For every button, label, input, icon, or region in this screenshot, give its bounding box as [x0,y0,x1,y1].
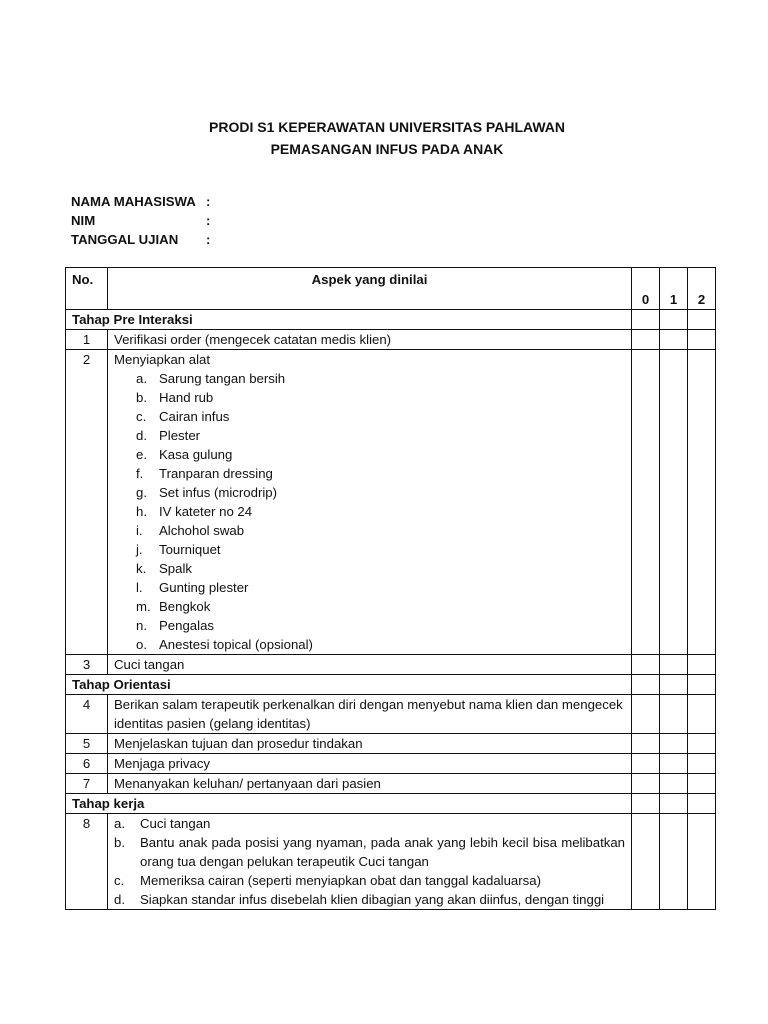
score-cell[interactable] [688,734,716,754]
row-aspect: Menjaga privacy [108,754,632,774]
row-number: 8 [66,814,108,910]
list-item: g. Set infus (microdrip) [136,485,277,500]
score-cell[interactable] [660,675,688,695]
score-cell[interactable] [632,675,660,695]
list-item: i. Alchohol swab [136,523,245,538]
score-cell[interactable] [688,350,716,655]
row-number: 5 [66,734,108,754]
list-item: d. Siapkan standar infus disebelah klien dibagian yang akan diinfus, dengan tinggi [114,892,605,907]
list-item: c. Cairan infus [136,409,230,424]
list-item: k. Spalk [136,561,192,576]
table-row [66,814,716,910]
score-cell[interactable] [688,330,716,350]
list-item: j. Tourniquet [136,542,221,557]
info-label: NIM [71,213,96,228]
header-score-1: 1 [660,268,688,310]
info-separator: : [206,194,211,209]
score-cell[interactable] [632,734,660,754]
row-aspect: Menanyakan keluhan/ pertanyaan dari pasien [108,774,632,794]
section-row-orientasi [66,675,716,695]
title-line-2: PEMASANGAN INFUS PADA ANAK [270,141,504,157]
section-label: Tahap Pre Interaksi [66,310,632,330]
list-item: f. Tranparan dressing [136,466,273,481]
procedure-list [114,814,631,909]
section-row-pre-interaksi [66,310,716,330]
table-row [66,754,716,774]
score-cell[interactable] [688,695,716,734]
row-aspect-title: Menyiapkan alat [114,352,211,367]
table-row [66,655,716,675]
info-separator: : [206,232,211,247]
list-item: a. Cuci tangan [114,816,211,831]
assessment-table [65,267,716,910]
table-row [66,695,716,734]
row-aspect: Menjelaskan tujuan dan prosedur tindakan [108,734,632,754]
row-aspect: Verifikasi order (mengecek catatan medis klien) [108,330,632,350]
section-row-kerja [66,794,716,814]
list-item: e. Kasa gulung [136,447,233,462]
table-header-row [66,268,716,310]
document-title [0,116,768,160]
list-item: a. Sarung tangan bersih [136,371,286,386]
list-item: b. Hand rub [136,390,214,405]
info-separator: : [206,213,211,228]
score-cell[interactable] [660,814,688,910]
list-item: m. Bengkok [136,599,211,614]
score-cell[interactable] [632,814,660,910]
score-cell[interactable] [660,350,688,655]
score-cell[interactable] [632,754,660,774]
table-row [66,774,716,794]
score-cell[interactable] [632,330,660,350]
score-cell[interactable] [660,754,688,774]
section-label: Tahap kerja [66,794,632,814]
score-cell[interactable] [632,655,660,675]
info-label: TANGGAL UJIAN [71,232,179,247]
score-cell[interactable] [632,774,660,794]
row-number: 1 [66,330,108,350]
row-aspect [108,814,632,910]
score-cell[interactable] [688,774,716,794]
row-aspect: Berikan salam terapeutik perkenalkan diri dengan menyebut nama klien dan mengecek identitas pasien (gelang identitas) [108,695,632,734]
score-cell[interactable] [688,814,716,910]
info-row-tanggal [71,230,210,249]
student-info [71,192,210,249]
info-row-nama [71,192,210,211]
score-cell[interactable] [632,794,660,814]
list-item: n. Pengalas [136,618,214,633]
score-cell[interactable] [688,675,716,695]
header-score-0: 0 [632,268,660,310]
score-cell[interactable] [632,310,660,330]
header-no: No. [66,268,108,310]
list-item: c. Memeriksa cairan (seperti menyiapkan obat dan tanggal kadaluarsa) [114,873,541,888]
row-number: 6 [66,754,108,774]
table-row [66,350,716,655]
row-number: 3 [66,655,108,675]
section-label: Tahap Orientasi [66,675,632,695]
score-cell[interactable] [688,754,716,774]
row-number: 4 [66,695,108,734]
table-row [66,734,716,754]
table-row [66,330,716,350]
info-row-nim [71,211,210,230]
row-number: 2 [66,350,108,655]
list-item: o. Anestesi topical (opsional) [136,637,313,652]
score-cell[interactable] [688,655,716,675]
header-aspek: Aspek yang dinilai [108,268,632,310]
list-item: b. Bantu anak pada posisi yang nyaman, pada anak yang lebih kecil bisa melibatkan orang tua dengan pelukan terapeutik Cuci tangan [114,835,625,869]
row-aspect: Cuci tangan [108,655,632,675]
score-cell[interactable] [632,350,660,655]
equipment-list [114,369,631,654]
score-cell[interactable] [632,695,660,734]
score-cell[interactable] [688,310,716,330]
list-item: h. IV kateter no 24 [136,504,253,519]
score-cell[interactable] [688,794,716,814]
header-score-2: 2 [688,268,716,310]
score-cell[interactable] [660,774,688,794]
score-cell[interactable] [660,695,688,734]
title-line-1: PRODI S1 KEPERAWATAN UNIVERSITAS PAHLAWAN [209,119,565,135]
score-cell[interactable] [660,310,688,330]
score-cell[interactable] [660,734,688,754]
row-aspect [108,350,632,655]
score-cell[interactable] [660,330,688,350]
info-label: NAMA MAHASISWA [71,194,196,209]
score-cell[interactable] [660,794,688,814]
row-number: 7 [66,774,108,794]
score-cell[interactable] [660,655,688,675]
list-item: d. Plester [136,428,201,443]
list-item: l. Gunting plester [136,580,249,595]
